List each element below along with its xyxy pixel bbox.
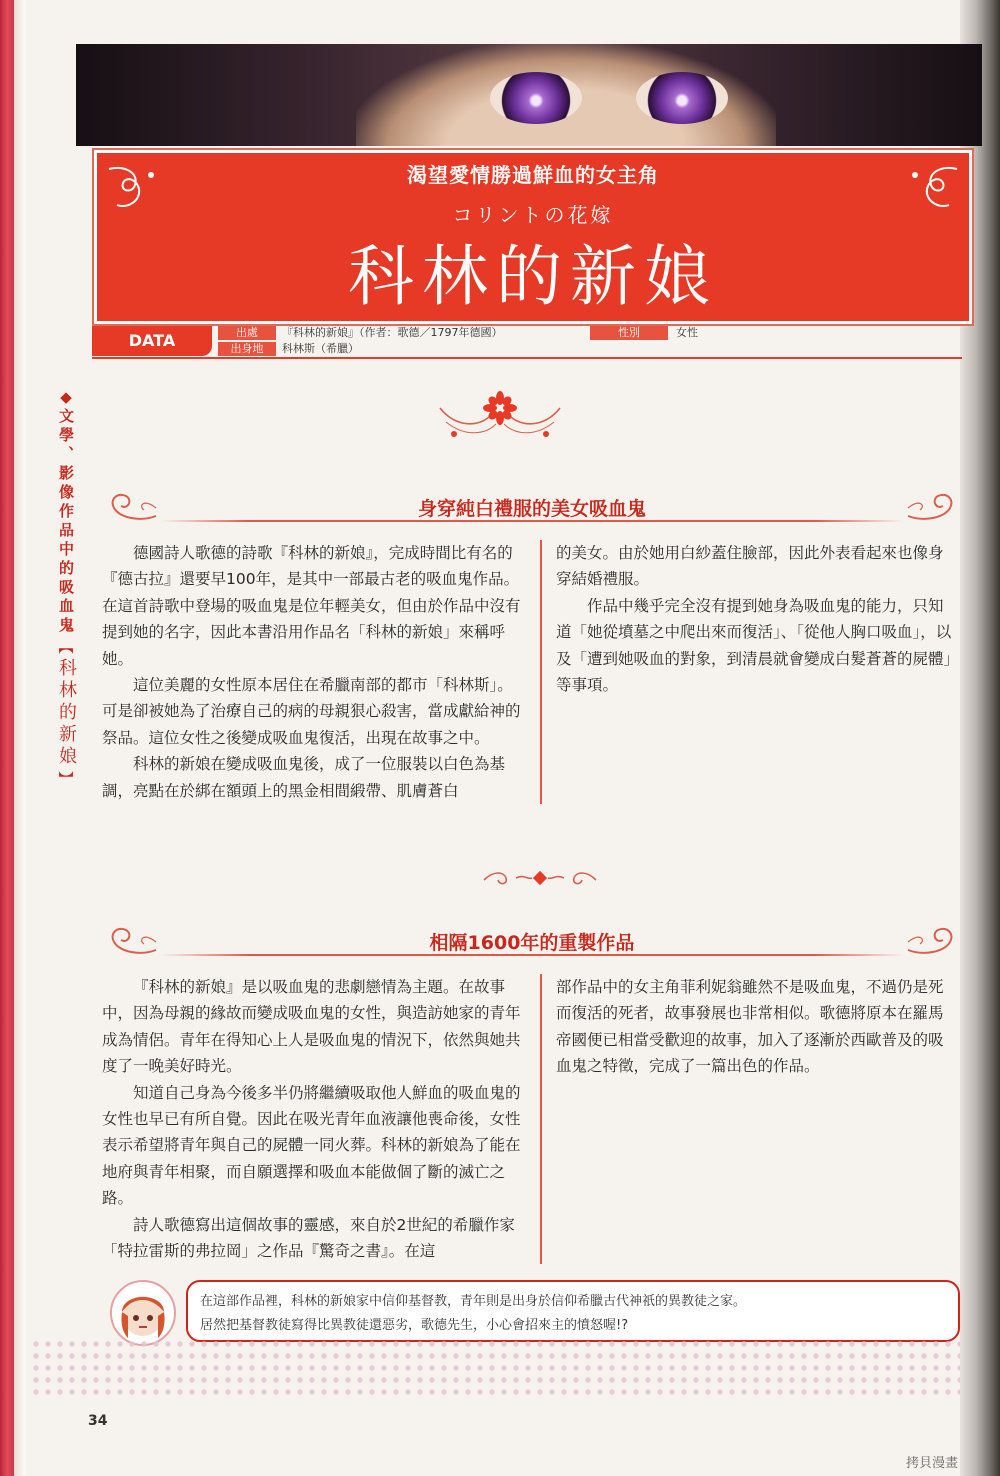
section-header — [100, 918, 964, 964]
left-column — [100, 540, 526, 804]
dot-pattern — [30, 1338, 960, 1398]
two-column-text — [100, 540, 964, 804]
japanese-title: コリントの花嫁 — [452, 203, 614, 227]
subtitle: 渴望愛情勝過鮮血的女主角 — [407, 163, 659, 187]
right-column — [556, 974, 958, 1264]
source-value: 『科林的新娘』（作者：歌德／1797年德國） — [282, 326, 503, 339]
right-eye-icon — [636, 72, 728, 124]
gender-value: 女性 — [676, 326, 698, 339]
paragraph: 作品中幾乎完全沒有提到她身為吸血鬼的能力，只知道「她從墳墓之中爬出來而復活」、「從他人胸口吸血」，以及「遭到她吸血的對象，到清晨就會變成白髮蒼蒼的屍體」等事項。 — [556, 596, 952, 695]
left-column — [100, 974, 526, 1264]
flower-ornament-icon — [436, 388, 564, 444]
title-panel — [94, 150, 972, 324]
section-1 — [100, 484, 964, 804]
data-section — [92, 326, 964, 356]
origin-value: 科林斯（希臘） — [282, 342, 359, 355]
girl-face-icon — [112, 1282, 174, 1344]
paragraph: 科林的新娘在變成吸血鬼後，成了一位服裝以白色為基調，亮點在於綁在額頭上的黑金相間緞帶、肌膚蒼白 — [102, 755, 506, 800]
section-header — [100, 484, 964, 530]
section-underline — [160, 520, 904, 522]
section-title: 相隔1600年的重製作品 — [429, 932, 635, 954]
paragraph: 『科林的新娘』是以吸血鬼的悲劇戀情為主題。在故事中，因為母親的緣故而變成吸血鬼的女性，與造訪她家的青年成為情侶。青年在得知心上人是吸血鬼的情況下，依然與她共度了一晚美好時光。 — [102, 978, 521, 1076]
two-column-text — [100, 974, 964, 1264]
character-avatar — [110, 1280, 176, 1346]
bracket-close: ︼ — [58, 770, 74, 788]
paragraph: 的美女。由於她用白紗蓋住臉部，因此外表看起來也像身穿結婚禮服。 — [556, 544, 944, 589]
category-text: 文學、影像作品中的吸血鬼 — [57, 408, 75, 636]
paragraph: 知道自己身為今後多半仍將繼續吸取他人鮮血的吸血鬼的女性也早已有所自覺。因此在吸光青年血液讓他喪命後，女性表示希望將青年與自己的屍體一同火葬。科林的新娘為了能在地府與青年相聚，而自願選擇和吸血本能做個了斷的滅亡之路。 — [102, 1083, 521, 1208]
bracket-open: ︻ — [58, 638, 74, 656]
right-column — [556, 540, 958, 804]
header-illustration — [76, 44, 982, 146]
gender-label: 性別 — [590, 326, 668, 340]
source-label: 出處 — [218, 326, 276, 340]
section-2 — [100, 918, 964, 1264]
diamond-divider-icon — [480, 866, 600, 890]
left-eye-icon — [490, 72, 582, 124]
comment-line: 居然把基督教徒寫得比異教徒還惡劣，歌德先生，小心會招來主的憤怒喔!? — [200, 1318, 629, 1333]
side-category-label — [54, 386, 78, 790]
page-edge — [14, 0, 26, 1476]
paragraph: 這位美麗的女性原本居住在希臘南部的都市「科林斯」。可是卻被她為了治療自己的病的母親狠心殺害，當成獻給神的祭品。這位女性之後變成吸血鬼復活，出現在故事之中。 — [102, 676, 521, 747]
origin-label: 出身地 — [218, 342, 276, 356]
section-underline — [160, 954, 904, 956]
subject-text: 科林的新娘 — [56, 658, 77, 768]
section-title: 身穿純白禮服的美女吸血鬼 — [417, 498, 646, 520]
paragraph: 德國詩人歌德的詩歌『科林的新娘』，完成時間比有名的『德古拉』還要早100年，是其中一部最古老的吸血鬼作品。在這首詩歌中登場的吸血鬼是位年輕美女，但由於作品中沒有提到她的名字，因此本書沿用作品名「科林的新娘」來稱呼她。 — [102, 544, 521, 668]
page-title: 科林的新娘 — [348, 238, 718, 315]
paragraph: 部作品中的女主角菲利妮翁雖然不是吸血鬼，不過仍是死而復活的死者，故事發展也非常相似。歌德將原本在羅馬帝國便已相當受歡迎的故事，加入了逐漸於西歐普及的吸血鬼之特徵，完成了一篇出色的作品。 — [556, 978, 944, 1076]
paragraph: 詩人歌德寫出這個故事的靈感，來自於2世紀的希臘作家「特拉雷斯的弗拉岡」之作品『驚奇之書』。在這 — [102, 1215, 515, 1261]
page-number: 34 — [88, 1413, 108, 1429]
diamond-icon: ◆ — [60, 388, 72, 406]
data-badge: DATA — [92, 326, 212, 356]
comment-line: 在這部作品裡，科林的新娘家中信仰基督教，青年則是出身於信仰希臘古代神祇的異教徒之家。 — [200, 1294, 747, 1309]
divider — [92, 357, 962, 359]
comment-bubble — [186, 1280, 960, 1342]
book-spine-edge — [0, 0, 14, 1476]
column-divider — [540, 974, 542, 1264]
column-divider — [540, 540, 542, 804]
watermark: 拷貝漫畫 — [906, 1456, 959, 1471]
